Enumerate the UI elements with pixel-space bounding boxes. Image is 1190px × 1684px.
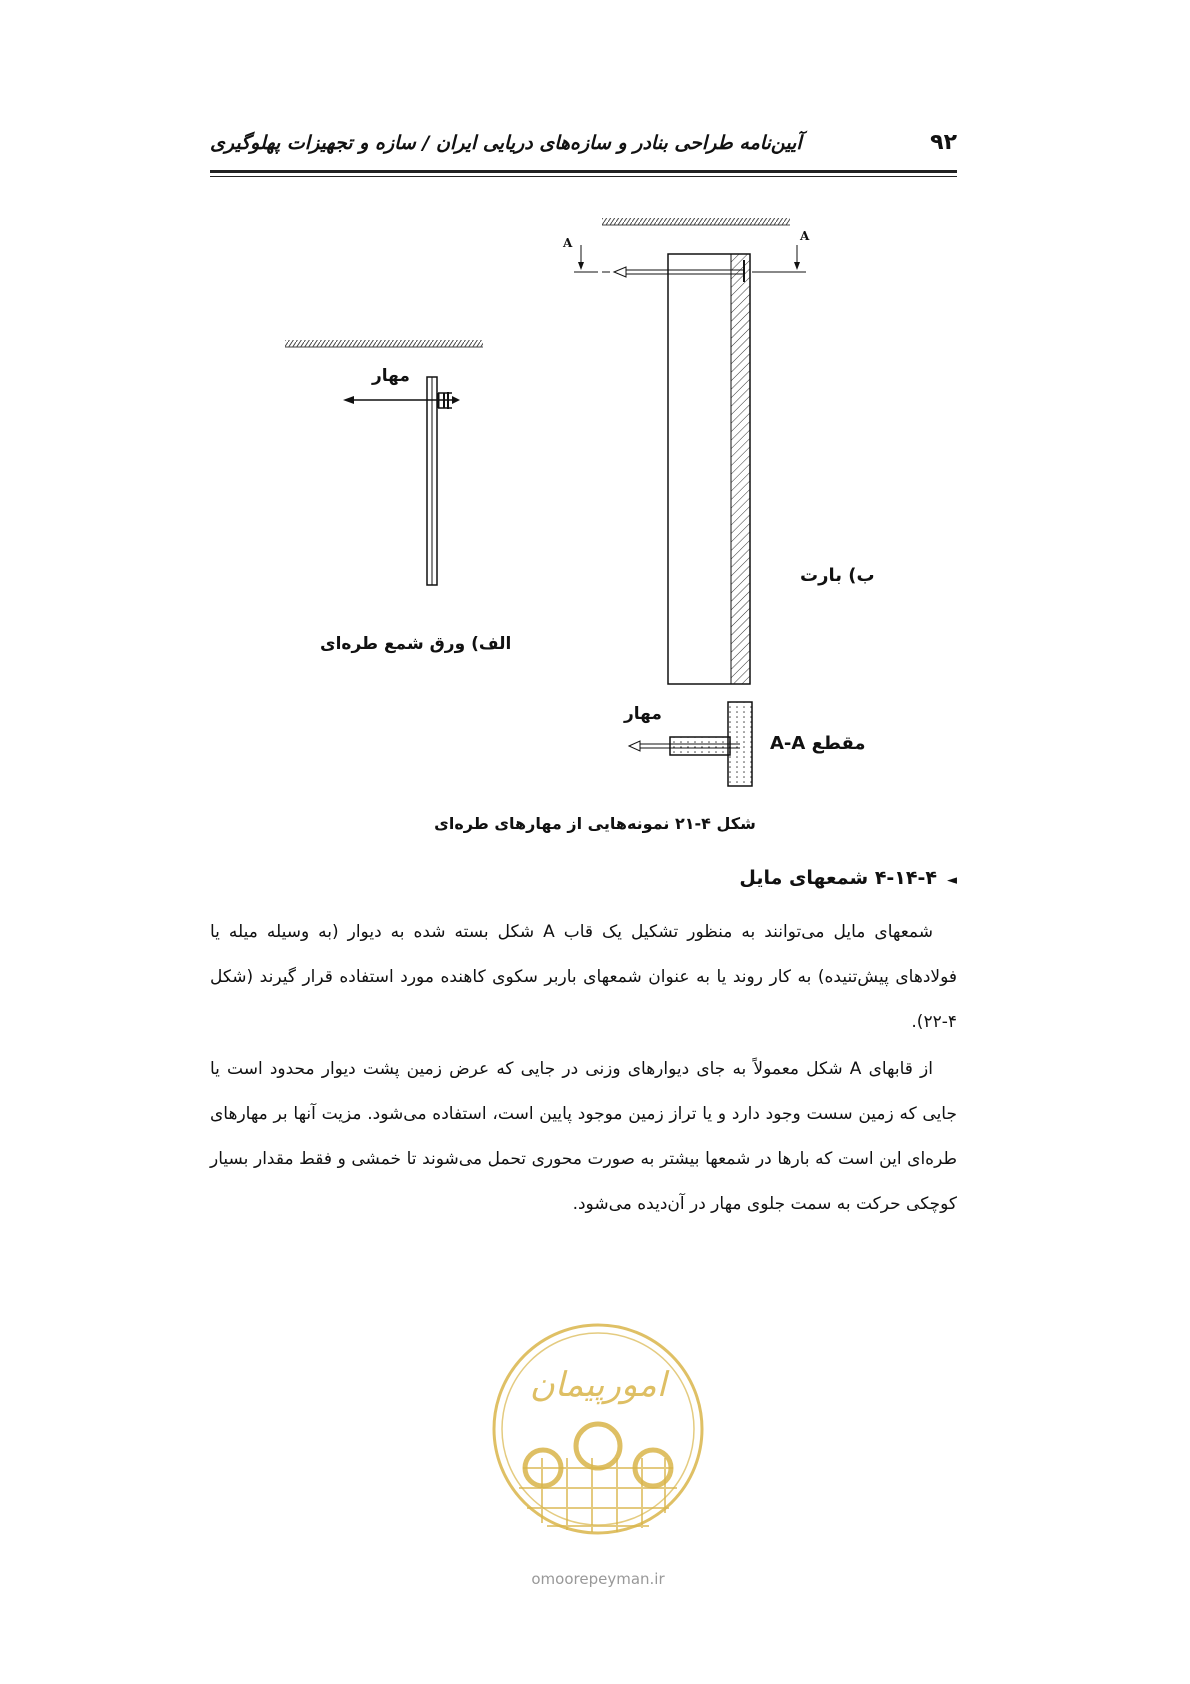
section-arrowhead-right [794, 262, 800, 270]
figure-caption: شکل ۴-۲۱ نمونه‌هایی از مهارهای طره‌ای [434, 814, 756, 833]
book-title: آیین‌نامه طراحی بنادر و سازه‌های دریایی ایران / سازه و تجهیزات پهلوگیری [210, 132, 802, 154]
label-bulkhead: ب) بارت [800, 565, 875, 586]
section-heading-text: ۴-۱۴-۴ شمعهای مایل [739, 867, 937, 889]
section-anchor-block [670, 737, 730, 755]
anchor-arrow-right [614, 267, 626, 277]
label-section-aa: مقطع A-A [770, 733, 866, 754]
section-mark-left: A [563, 236, 573, 250]
paragraph-text: از قابهای A شکل معمولاً به جای دیوارهای وزنی در جایی که عرض زمین پشت دیوار محدود است یا جایی که زمین سست وجود دارد و یا تراز زمین موجود پایین است، استفاده می‌شود. مزیت آنها بر مهارهای طره‌ای این است که بارها در شمعها بیشتر به صورت محوری تحمل می‌شوند تا خمشی و فقط مقدار بسیار کوچکی حرکت به سمت جلوی مهار در آن‌دیده می‌شود. [210, 1059, 957, 1214]
section-heading [739, 867, 957, 889]
gear-icon [525, 1424, 671, 1486]
section-arrowhead-left [578, 262, 584, 270]
section-mark-right: A [800, 229, 810, 243]
ground-right [602, 218, 790, 225]
section-anchor-arrow [629, 741, 640, 751]
label-anchor-left: مهار [372, 366, 410, 386]
anchor-figure [0, 0, 1190, 840]
paragraph-1 [210, 910, 957, 1045]
page-number: ۹۲ [930, 130, 957, 155]
watermark-logo-text: امورپیمان [529, 1365, 667, 1405]
paragraph-text: شمعهای مایل می‌توانند به منظور تشکیل یک قاب A شکل بسته شده به دیوار (به وسیله میله یا فولادهای پیش‌تنیده) به کار روند یا به عنوان شمعهای باربر سکوی کاهنده مورد استفاده قرار گیرند (شکل ۴-۲۲). [210, 922, 957, 1032]
watermark-logo [487, 1318, 709, 1598]
watermark-url: omoorepeyman.ir [531, 1570, 665, 1588]
bulkhead-hatch [731, 254, 750, 684]
label-anchor-section: مهار [624, 704, 662, 724]
label-sheet-pile: الف) ورق شمع طره‌ای [320, 634, 512, 654]
paragraph-2 [210, 1047, 957, 1227]
ground-left [285, 340, 483, 347]
bulkhead-diagram [562, 218, 810, 684]
anchor-arrow-left [343, 396, 354, 404]
heading-bullet-icon: ◄ [947, 873, 957, 888]
